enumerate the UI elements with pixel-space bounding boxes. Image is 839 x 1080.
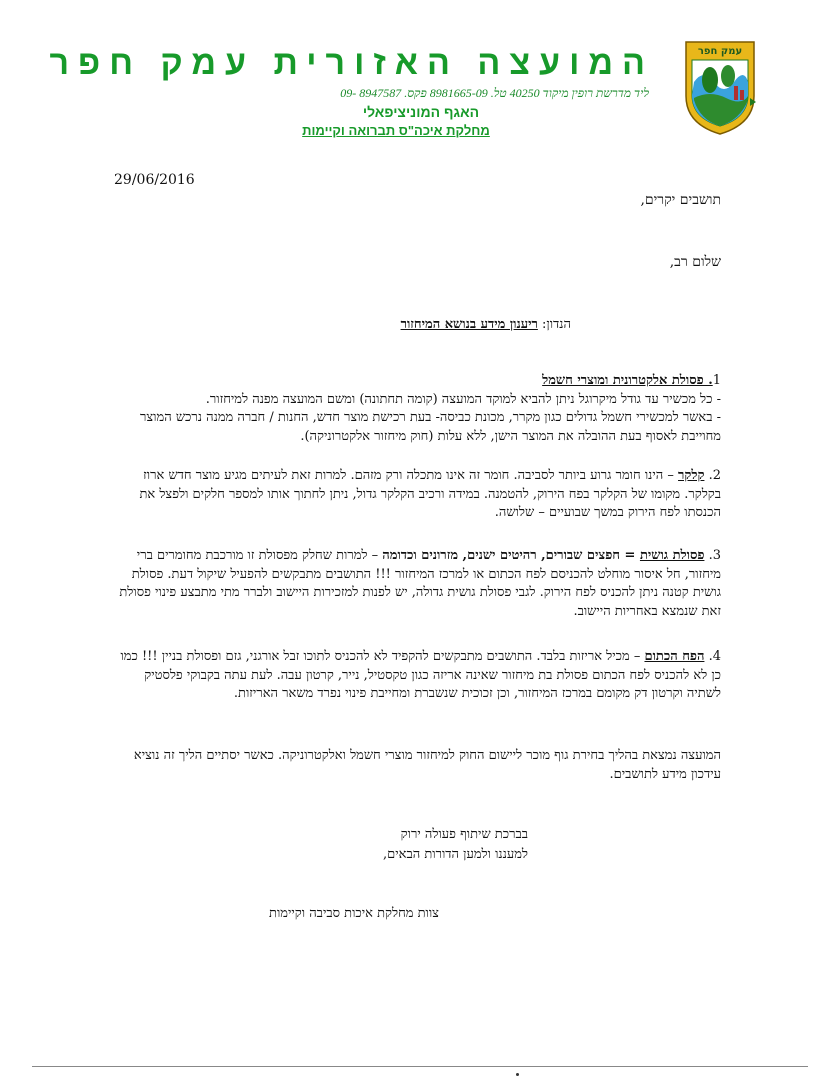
section-2-number: 2. (708, 468, 721, 483)
sub-department-name: מחלקת איכה"ס תברואה וקיימות (302, 123, 490, 138)
closing-paragraph: המועצה נמצאת בהליך בחירת גוף מוכר ליישום החוק למיחזור מוצרי חשמל ואלקטרוניקה. כאשר יסתיים הליך זה נוציא עידכון מידע לתושבים. (133, 748, 721, 782)
section-4-body: – מכיל אריזות בלבד. התושבים מתבקשים להקפיד לא להכניס לתוכו זבל אורגני, גזם ופסולת בניין !!! כמו כן לא להכניס לפח הכתום פסולת בת מיחזור שאינה אריזה כגון טקסטיל, נייר, קרטון עבה. לעת עתה בקבוקי פלסטיק לשתיה וקרטון דק מקומם במרכז המיחזור, וכן זכוכית שנשברת ומחייבת פינוי נפרד משאר האריזות. (120, 649, 721, 701)
council-logo (680, 38, 760, 138)
section-1-number: 1 (712, 373, 721, 388)
footer-mark (516, 1073, 519, 1076)
subject-text: ריענון מידע בנושא המיחזור (400, 317, 538, 332)
section-1-line-2: - באשר למכשירי חשמל גדולים כגון מקרר, מכונת כביסה- בעת רכישת מוצר חדש, החנות / חברה ממנה נרכש המוצר מחוייבת לאסוף בעת ההובלה את המוצר הישן, ללא עלות (חוק מיחזור אלקטרוניקה). (139, 410, 721, 444)
section-3-body: – למרות שחלק מפסולת זו מורכבת מחומרים ברי מיחזור, חל איסור מוחלט להכניסם לפח הכתום או למרכז המיחזור !!! התושבים מתבקשים להפעיל שיקול דעת. פסולת גושית קטנה ניתן להכניס לפח הירוק. לגבי פסולת גושית גדולה, יש לפנות למזכירות היישוב ולברר מתי מתבצע פינוי פסולת זאת שנמצא באחריות היישוב. (119, 548, 721, 619)
letter-date: 29/06/2016 (114, 172, 195, 188)
section-3-title: פסולת גושית (639, 548, 705, 563)
subject-line (401, 316, 571, 332)
section-2-title: קלקר (678, 468, 705, 483)
council-address: ליד מדרשת רופין מיקוד 40250 טל. 8981665-09 פקס. 8947587 -09 (340, 86, 649, 100)
section-1 (111, 372, 721, 446)
section-3-number: 3. (708, 548, 721, 563)
section-4-title: הפח הכתום (644, 649, 705, 664)
council-title: המועצה האזורית עמק חפר (49, 44, 654, 82)
logo-text: עמק חפר (697, 46, 743, 57)
footer-divider (32, 1066, 808, 1067)
section-1-title: . פסולת אלקטרונית ומוצרי חשמל (542, 373, 713, 388)
regards-line-2: למעננו ולמען הדורות הבאים, (383, 847, 528, 862)
section-1-line-1: - כל מכשיר עד גודל מיקרוגל ניתן להביא למוקד המועצה (קומה תחתונה) ומשם המועצה מפנה למיחזור. (205, 391, 721, 407)
department-name: האגף המוניציפאלי (362, 104, 480, 120)
greeting: תושבים יקרים, (640, 192, 721, 208)
salutation: שלום רב, (669, 254, 721, 270)
regards-line-1: בברכת שיתוף פעולה ירוק (400, 827, 528, 842)
section-2-body: – הינו חומר גרוע ביותר לסביבה. חומר זה אינו מתכלה ורק מזהם. למרות זאת לעיתים מגיע מוצר חדש ארוז בקלקר. מקומו של הקלקר בפח הירוק, להטמנה. במידה ורכיב הקלקר גדול, ניתן לחתוך אותו למספר חלקים ולפצל את הכנסתו לפח הירוק במשך שבועיים – שלושה. (139, 468, 721, 520)
section-4-number: 4. (708, 649, 721, 664)
subject-label: הנדון: (542, 317, 571, 332)
section-3 (111, 547, 721, 621)
section-2 (111, 467, 721, 523)
signature: צוות מחלקת איכות סביבה וקיימות (269, 906, 439, 921)
section-4 (111, 648, 721, 704)
section-3-bold: = חפצים שבורים, רהיטים ישנים, מזרונים וכדומה (382, 548, 640, 563)
